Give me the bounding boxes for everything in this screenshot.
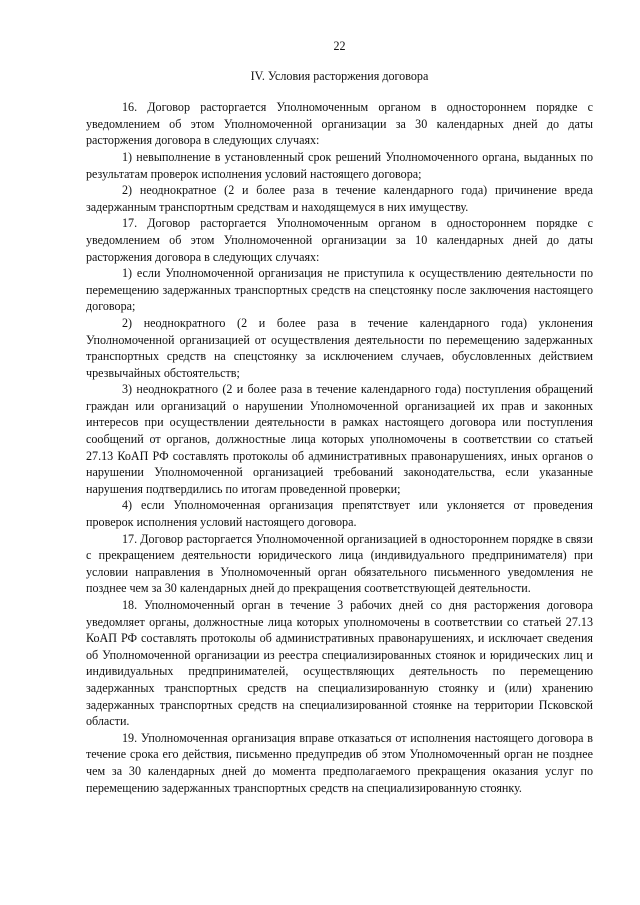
paragraph-16: 16. Договор расторгается Уполномоченным органом в одностороннем порядке с уведомлением об этом Уполномоченной организации за 30 календарных дней до даты расторжения договора в следующих случаях: — [86, 100, 593, 148]
paragraph-17-item-2: 2) неоднократного (2 и более раза в течение календарного года) уклонения Уполномоченной организацией от осуществления деятельности по перемещению задержанных транспортных средств на спецстоянку за исключением случаев, обусловленных действием чрезвычайных обстоятельств; — [86, 315, 593, 380]
paragraph-17-item-3: 3) неоднократного (2 и более раза в течение календарного года) поступления обращений граждан или организаций о нарушении Уполномоченной организацией их прав и законных интересов при осуществлении деятельности в рамках настоящего договора или поступления сообщений от органов, должностные лица которых уполномочены в соответствии со статьей 27.13 КоАП РФ составлять протоколы об административных правонарушениях, иных органов о нарушении Уполномоченной организацией требований законодательства, если указанные нарушения подтвердились по итогам проведенной проверки; — [86, 382, 593, 496]
paragraph-19: 19. Уполномоченная организация вправе отказаться от исполнения настоящего договора в течение срока его действия, письменно предупредив об этом Уполномоченный орган не позднее чем за 30 календарных дней до момента предполагаемого прекращения оказания услуг по перемещению задержанных транспортных средств на специализированную стоянку. — [86, 730, 593, 795]
paragraph-17: 17. Договор расторгается Уполномоченным органом в одностороннем порядке с уведомлением об этом Уполномоченной организации за 10 календарных дней до даты расторжения договора в следующих случаях: — [86, 216, 593, 264]
paragraph-16-item-2: 2) неоднократное (2 и более раза в течение календарного года) причинение вреда задержанным транспортным средствам и находящемуся в них имуществу. — [86, 183, 593, 214]
paragraph-16-item-1: 1) невыполнение в установленный срок решений Уполномоченного органа, выданных по результатам проверок исполнения условий настоящего договора; — [86, 149, 593, 181]
paragraph-18: 18. Уполномоченный орган в течение 3 рабочих дней со дня расторжения договора уведомляет органы, должностные лица которых уполномочены в соответствии со статьей 27.13 КоАП РФ составлять протоколы об административных правонарушениях, и исключает сведения об Уполномоченной организации из реестра специализированных стоянок и юридических лиц и индивидуальных предпринимателей, осуществляющих деятельность по перемещению задержанных транспортных средств на специализированную стоянку и (или) хранению задержанных транспортных средств на специализированной стоянке на территории Псковской области. — [86, 598, 593, 729]
paragraph-17-item-4: 4) если Уполномоченная организация препятствует или уклоняется от проведения проверок исполнения условий настоящего договора. — [86, 498, 593, 530]
section-title: IV. Условия расторжения договора — [250, 68, 429, 83]
paragraph-17-second: 17. Договор расторгается Уполномоченной организацией в одностороннем порядке в связи с прекращением деятельности юридического лица (индивидуального предпринимателя) при условии направления в Уполномоченный орган обязательного письменного уведомления не позднее чем за 30 календарных дней до прекращения соответствующей деятельности. — [86, 531, 593, 596]
page-number: 22 — [333, 39, 346, 53]
document-body — [86, 99, 593, 796]
paragraph-17-item-1: 1) если Уполномоченной организация не приступила к осуществлению деятельности по перемещению задержанных транспортных средств на спецстоянку после заключения настоящего договора; — [86, 266, 593, 314]
